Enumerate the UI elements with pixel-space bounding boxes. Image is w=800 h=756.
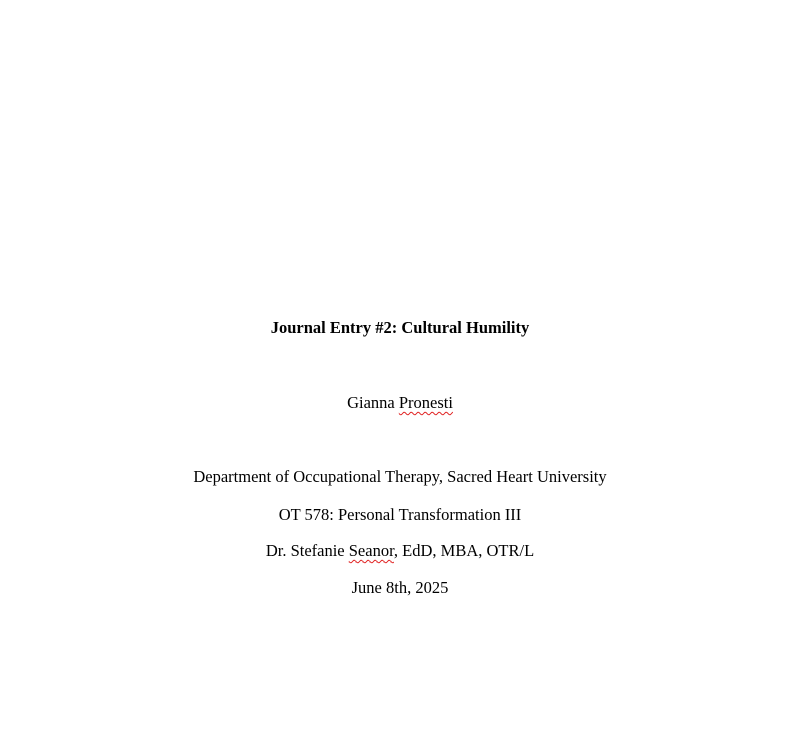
author-name [0, 393, 800, 413]
author-last-name-misspelled[interactable]: Pronesti [398, 393, 453, 412]
institutional-affiliation: Department of Occupational Therapy, Sacred Heart University [193, 467, 607, 486]
instructor-credentials: , EdD, MBA, OTR/L [393, 541, 535, 560]
due-date: June 8th, 2025 [351, 578, 449, 597]
instructor-name [0, 541, 800, 561]
instructor-prefix: Dr. Stefanie [265, 541, 345, 560]
course-name: OT 578: Personal Transformation III [278, 505, 522, 524]
instructor-surname-misspelled[interactable]: Seanor [348, 541, 394, 560]
paper-title: Journal Entry #2: Cultural Humility [270, 318, 530, 337]
author-first-name: Gianna [347, 393, 395, 412]
